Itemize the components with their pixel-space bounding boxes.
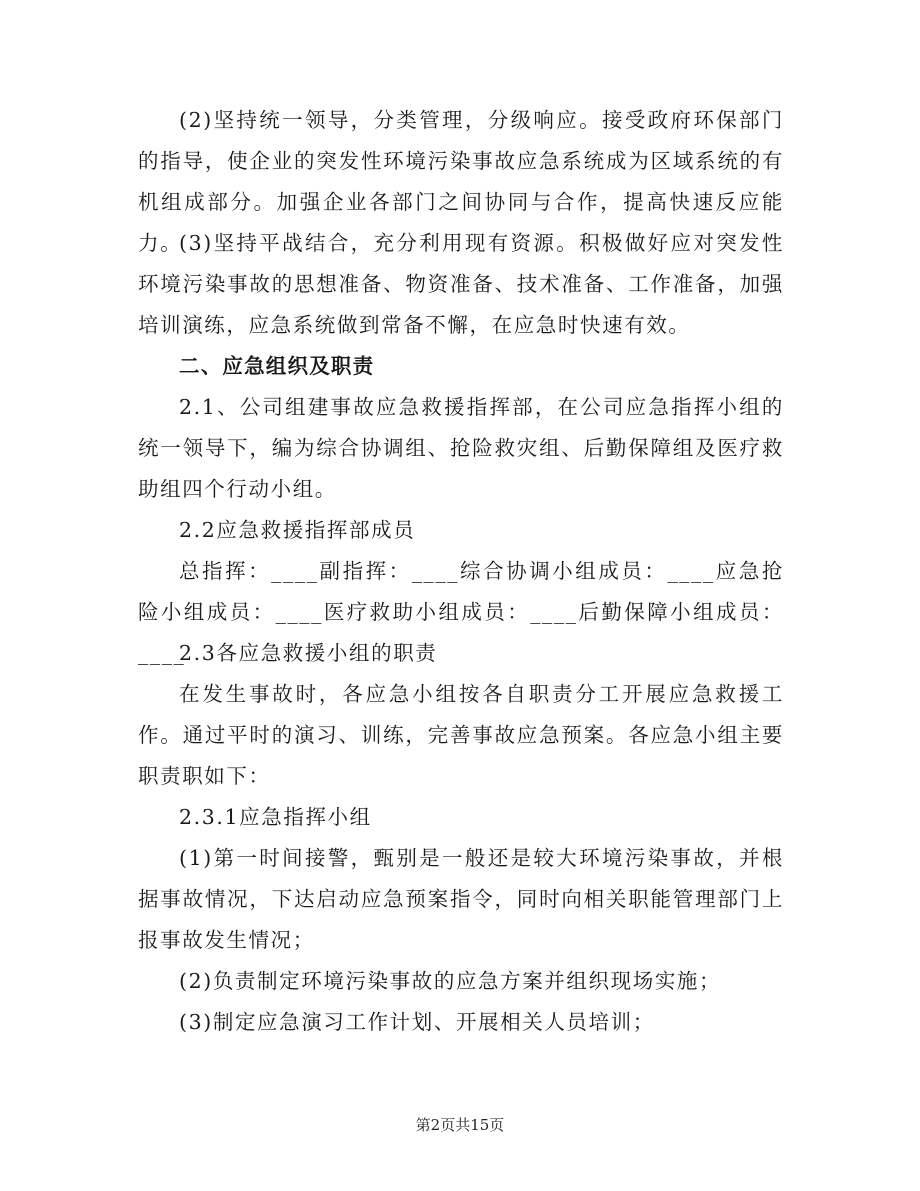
paragraph-principle-3: (3)坚持平战结合，充分利用现有资源。积极做好应对突发性环境污染事故的思想准备、物资准备、技术准备、工作准备，加强培训演练，应急系统做到常备不懈，在应急时快速有效。: [138, 231, 784, 337]
section-heading: 二、应急组织及职责: [179, 354, 375, 378]
subheading-2-3: 2.3各应急救援小组的职责: [179, 641, 438, 665]
paragraph-members: 总指挥：____副指挥：____综合协调小组成员：____应急抢险小组成员：____医疗救助小组成员：____后勤保障小组成员：____: [138, 559, 784, 665]
paragraph-2-1: 2.1、公司组建事故应急救援指挥部，在公司应急指挥小组的统一领导下，编为综合协调组、抢险救灾组、后勤保障组及医疗救助组四个行动小组。: [138, 395, 784, 501]
subheading-2-2: 2.2应急救援指挥部成员: [179, 518, 416, 542]
paragraph-duty-2: (2)负责制定环境污染事故的应急方案并组织现场实施；: [179, 969, 722, 993]
paragraph-duties-intro: 在发生事故时，各应急小组按各自职责分工开展应急救援工作。通过平时的演习、训练，完善事故应急预案。各应急小组主要职责职如下：: [138, 682, 784, 788]
paragraph-duty-1: (1)第一时间接警，甄别是一般还是较大环境污染事故，并根据事故情况，下达启动应急预案指令，同时向相关职能管理部门上报事故发生情况；: [138, 846, 784, 952]
paragraph-principle-2: (2)坚持统一领导，分类管理，分级响应。接受政府环保部门的指导，使企业的突发性环境污染事故应急系统成为区域系统的有机组成部分。加强企业各部门之间协同与合作，提高快速反应能力。: [138, 108, 784, 255]
paragraph-duty-3: (3)制定应急演习工作计划、开展相关人员培训；: [179, 1010, 655, 1034]
subheading-2-3-1: 2.3.1应急指挥小组: [179, 805, 372, 829]
page-number-footer: 第2页共15页: [415, 1116, 505, 1134]
